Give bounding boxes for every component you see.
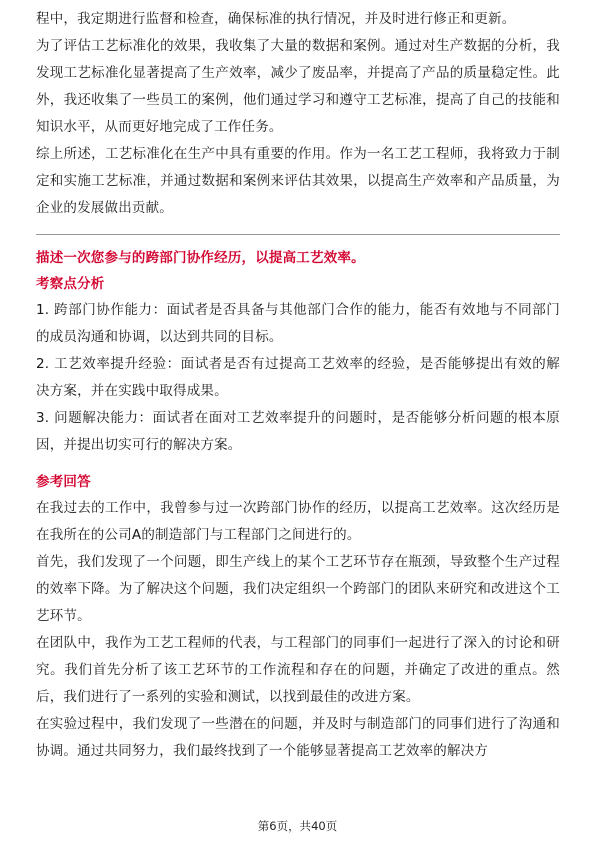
- intro-paragraph: 为了评估工艺标准化的效果，我收集了大量的数据和案例。通过对生产数据的分析，我发现工艺标准化显著提高了生产效率，减少了废品率，并提高了产品的质量稳定性。此外，我还收集了一些员工的案例，他们通过学习和遵守工艺标准，提高了自己的技能和知识水平，从而更好地完成了工作任务。: [36, 38, 560, 135]
- question-heading: 描述一次您参与的跨部门协作经历，以提高工艺效率。: [36, 250, 365, 266]
- intro-section: [36, 6, 560, 222]
- intro-paragraph: 程中，我定期进行监督和检查，确保标准的执行情况，并及时进行修正和更新。: [36, 11, 516, 27]
- analysis-point: 3. 问题解决能力：面试者在面对工艺效率提升的问题时，是否能够分析问题的根本原因，并提出切实可行的解决方案。: [36, 410, 560, 453]
- reference-paragraph: 在团队中，我作为工艺工程师的代表，与工程部门的同事们一起进行了深入的讨论和研究。我们首先分析了该工艺环节的工作流程和存在的问题，并确定了改进的重点。然后，我们进行了一系列的实验和测试，以找到最佳的改进方案。: [36, 635, 560, 705]
- page-number: 第6页，共40页: [257, 819, 338, 833]
- reference-paragraph: 在我过去的工作中，我曾参与过一次跨部门协作的经历，以提高工艺效率。这次经历是在我所在的公司A的制造部门与工程部门之间进行的。: [36, 500, 560, 543]
- reference-paragraph: 首先，我们发现了一个问题，即生产线上的某个工艺环节存在瓶颈，导致整个生产过程的效率下降。为了解决这个问题，我们决定组织一个跨部门的团队来研究和改进这个工艺环节。: [36, 554, 560, 624]
- intro-paragraph: 综上所述，工艺标准化在生产中具有重要的作用。作为一名工艺工程师，我将致力于制定和实施工艺标准，并通过数据和案例来评估其效果，以提高生产效率和产品质量，为企业的发展做出贡献。: [36, 146, 560, 216]
- reference-title: 参考回答: [36, 474, 91, 490]
- reference-section: [36, 469, 560, 765]
- analysis-section: [36, 271, 560, 459]
- analysis-point: 2. 工艺效率提升经验：面试者是否有过提高工艺效率的经验，是否能够提出有效的解决方案，并在实践中取得成果。: [36, 356, 560, 399]
- document-page: [36, 6, 560, 765]
- analysis-title: 考察点分析: [36, 276, 105, 292]
- analysis-point: 1. 跨部门协作能力：面试者是否具备与其他部门合作的能力，能否有效地与不同部门的成员沟通和协调，以达到共同的目标。: [36, 302, 560, 345]
- section-divider: [36, 234, 560, 235]
- reference-paragraph: 在实验过程中，我们发现了一些潜在的问题，并及时与制造部门的同事们进行了沟通和协调。通过共同努力，我们最终找到了一个能够显著提高工艺效率的解决方: [36, 716, 560, 759]
